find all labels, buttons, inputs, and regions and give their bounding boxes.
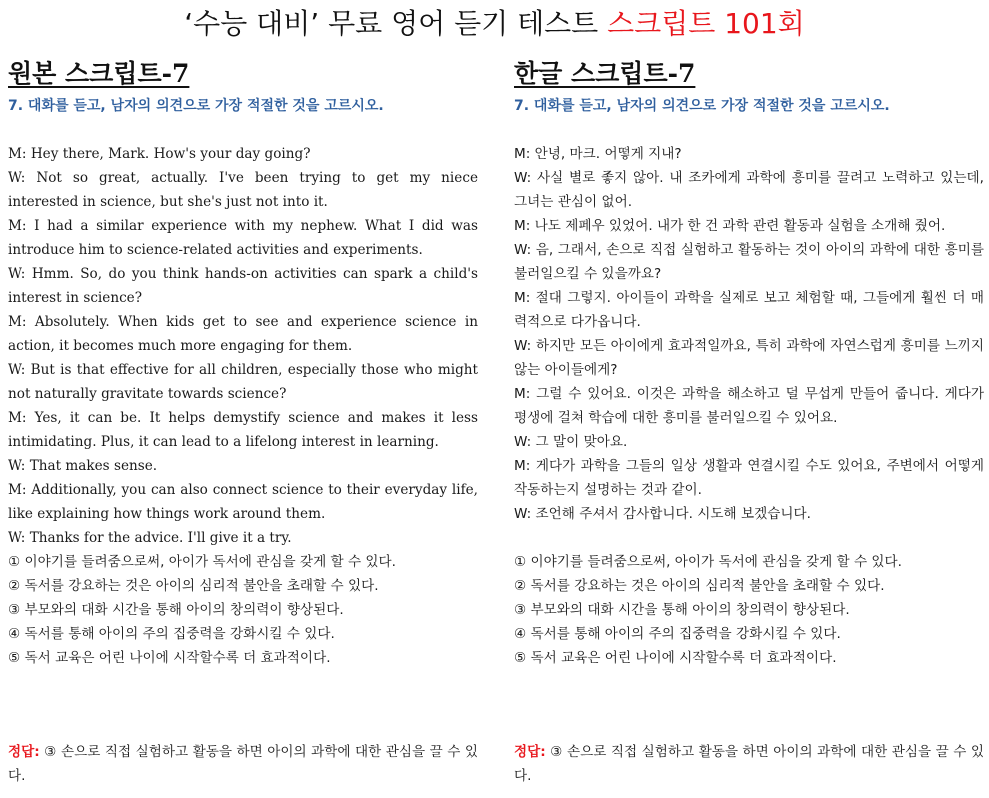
dialog-line: M: I had a similar experience with my nephew. What I did was introduce him to science-related activities and experiments. <box>8 218 478 258</box>
option-2: ② 독서를 강요하는 것은 아이의 심리적 불안을 초래할 수 있다. <box>514 578 885 594</box>
dialog-line: M: Yes, it can be. It helps demystify science and makes it less intimidating. Plus, it can lead to a lifelong interest in learning. <box>8 410 478 450</box>
option-4: ④ 독서를 통해 아이의 주의 집중력을 강화시킬 수 있다. <box>514 626 841 642</box>
dialog-line: M: 게다가 과학을 그들의 일상 생활과 연결시킬 수도 있어요, 주변에서 어떻게 작동하는지 설명하는 것과 같이. <box>514 458 984 498</box>
option-5: ⑤ 독서 교육은 어린 나이에 시작할수록 더 효과적이다. <box>8 650 331 666</box>
answer-options <box>514 550 984 670</box>
correct-answer-original <box>8 740 478 788</box>
dialog-line: M: 그럴 수 있어요. 이것은 과학을 해소하고 덜 무섭게 만들어 줍니다. 게다가 평생에 걸쳐 학습에 대한 흥미를 불러일으킬 수 있어요. <box>514 386 984 426</box>
dialog-line: M: 절대 그렇지. 아이들이 과학을 실제로 보고 체험할 때, 그들에게 훨씬 더 매력적으로 다가옵니다. <box>514 290 984 330</box>
title-main: ‘수능 대비’ 무료 영어 듣기 테스트 <box>184 7 599 40</box>
dialog-line: W: 조언해 주셔서 감사합니다. 시도해 보겠습니다. <box>514 506 811 522</box>
dialog-lines <box>514 142 984 526</box>
option-1: ① 이야기를 들려줌으로써, 아이가 독서에 관심을 갖게 할 수 있다. <box>8 554 397 570</box>
dialog-line: W: Thanks for the advice. I'll give it a try. <box>8 530 292 546</box>
dialog-line: M: Additionally, you can also connect science to their everyday life, like explaining how things work around them. <box>8 482 478 522</box>
correct-answer-korean <box>514 740 984 788</box>
dialog-line: W: Not so great, actually. I've been trying to get my niece interested in science, but she's just not into it. <box>8 170 478 210</box>
question-prompt: 7. 대화를 듣고, 남자의 의견으로 가장 적절한 것을 고르시오. <box>8 98 384 114</box>
page-title <box>0 4 989 44</box>
question-prompt: 7. 대화를 듣고, 남자의 의견으로 가장 적절한 것을 고르시오. <box>514 98 890 114</box>
original-script-heading: 원본 스크립트-7 <box>8 59 190 88</box>
option-5: ⑤ 독서 교육은 어린 나이에 시작할수록 더 효과적이다. <box>514 650 837 666</box>
dialog-line: M: Hey there, Mark. How's your day going? <box>8 146 311 162</box>
dialog-line: M: Absolutely. When kids get to see and experience science in action, it becomes much more engaging for them. <box>8 314 478 354</box>
original-script-column <box>8 58 478 670</box>
answer-options <box>8 550 478 670</box>
answer-label: 정답: <box>8 744 40 760</box>
title-highlight: 스크립트 101회 <box>607 7 805 40</box>
dialog-line: W: 하지만 모든 아이에게 효과적일까요, 특히 과학에 자연스럽게 흥미를 느끼지 않는 아이들에게? <box>514 338 984 378</box>
option-1: ① 이야기를 들려줌으로써, 아이가 독서에 관심을 갖게 할 수 있다. <box>514 554 903 570</box>
dialog-line: W: 음, 그래서, 손으로 직접 실험하고 활동하는 것이 아이의 과학에 대한 흥미를 불러일으킬 수 있을까요? <box>514 242 984 282</box>
dialog-lines <box>8 142 478 550</box>
dialog-line: M: 나도 제페우 있었어. 내가 한 건 과학 관련 활동과 실험을 소개해 줬어. <box>514 218 946 234</box>
dialog-line: W: That makes sense. <box>8 458 158 474</box>
answer-label: 정답: <box>514 744 546 760</box>
dialog-line: W: Hmm. So, do you think hands-on activities can spark a child's interest in science? <box>8 266 478 306</box>
dialog-line: W: 사실 별로 좋지 않아. 내 조카에게 과학에 흥미를 끌려고 노력하고 있는데, 그녀는 관심이 없어. <box>514 170 984 210</box>
dialog-line: W: But is that effective for all children, especially those who might not naturally gravitate towards science? <box>8 362 478 402</box>
option-2: ② 독서를 강요하는 것은 아이의 심리적 불안을 초래할 수 있다. <box>8 578 379 594</box>
korean-script-column <box>514 58 984 670</box>
option-4: ④ 독서를 통해 아이의 주의 집중력을 강화시킬 수 있다. <box>8 626 335 642</box>
option-3: ③ 부모와의 대화 시간을 통해 아이의 창의력이 향상된다. <box>514 602 850 618</box>
korean-script-heading: 한글 스크립트-7 <box>514 59 696 88</box>
answer-text: ③ 손으로 직접 실험하고 활동을 하면 아이의 과학에 대한 관심을 끌 수 있다. <box>514 744 984 784</box>
option-3: ③ 부모와의 대화 시간을 통해 아이의 창의력이 향상된다. <box>8 602 344 618</box>
dialog-line: W: 그 말이 맞아요. <box>514 434 628 450</box>
answer-text: ③ 손으로 직접 실험하고 활동을 하면 아이의 과학에 대한 관심을 끌 수 있다. <box>8 744 478 784</box>
dialog-line: M: 안녕, 마크. 어떻게 지내? <box>514 146 682 162</box>
